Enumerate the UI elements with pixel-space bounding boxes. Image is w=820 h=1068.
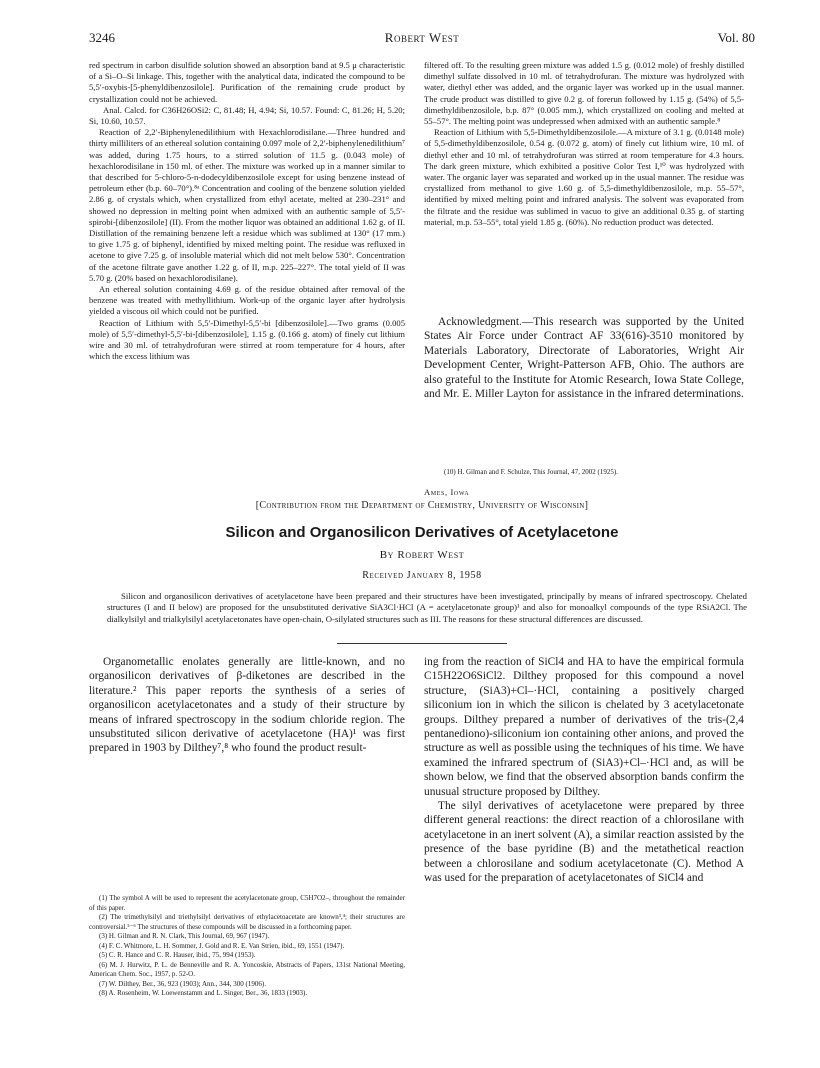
footnote: (1) The symbol A will be used to represent the acetylacetonate group, C5H7O2–, throughout the remainder of this paper.	[89, 894, 405, 912]
footnote: (2) The trimethylsilyl and triethylsilyl derivatives of ethylacetoacetate are known³,⁴; their structures are controversial.⁵⁻⁶ The structures of these compounds will be discussed in a forthcoming paper.	[89, 913, 405, 931]
received-date: Received January 8, 1958	[362, 570, 482, 581]
paragraph: red spectrum in carbon disulfide solution showed an absorption band at 9.5 μ characteristic of a Si–O–Si linkage. This, together with the analytical data, indicated the compound to be 5,5′-oxybis-[5-phenyldibenzosilole]. Purification of the remaining crude product by crystallization could not be achieved.	[89, 60, 405, 104]
intro-paragraph: Organometallic enolates generally are little-known, and no organosilicon derivatives of β-diketones are described in the literature.² This paper reports the synthesis of a series of organosilicon acetylacetonates and a study of their structure by means of infrared spectroscopy in the sodium chloride region. The unsubstituted silicon derivative of acetylacetone (HA)¹ was first prepared in 1903 by Dilthey⁷,⁸ who found the product result-	[89, 656, 405, 755]
body-left-column	[89, 655, 405, 756]
footnote: (4) F. C. Whitmore, L. H. Sommer, J. Gold and R. E. Van Strien, ibid., 69, 1551 (1947).	[99, 941, 345, 950]
analysis-line: Anal. Calcd. for C36H26OSi2: C, 81.48; H, 4.94; Si, 10.57. Found: C, 81.26; H, 5.20; Si, 10.60, 10.57.	[89, 104, 405, 127]
page-number: 3246	[89, 30, 115, 45]
contribution-line: [Contribution from the Department of Chemistry, University of Wisconsin]	[255, 500, 589, 511]
footnote: (5) C. R. Hance and C. R. Hauser, ibid., 75, 994 (1953).	[99, 951, 256, 959]
volume-label: Vol. 80	[717, 30, 755, 45]
article-title: Silicon and Organosilicon Derivatives of Acetylacetone	[225, 524, 619, 541]
body-right-column	[424, 655, 744, 886]
left-column-experimental	[89, 60, 405, 362]
paragraph: The silyl derivatives of acetylacetone were prepared by three different general reactions: the direct reaction of a chlorosilane with acetylacetone in an inert solvent (A), a similar reaction assisted by the presence of the base pyridine (B) and the metathetical reaction between a chlorosilane and sodium acetylacetonate (C). Method A was used for the preparation of acetylacetonates of SiCl4 and	[424, 800, 744, 885]
paragraph: ing from the reaction of SiCl4 and HA to have the empirical formula C15H22O6SiCl2. Dilthey proposed for this compound a novel structure, (SiA3)+Cl–·HCl, containing a positively charged siliconium ion in which the silicon is chelated by 3 acetylacetonate groups. Dilthey prepared a number of derivatives of the tris-(2,4 pentanediono)-siliconium ion containing other anions, and proved the structure as well as possible using the techniques of his time. We have examined the infrared spectrum of (SiA3)+Cl–·HCl and, as will be shown below, we find that the observed absorption bands confirm the unusual structure proposed by Dilthey.	[424, 656, 744, 798]
footnote-block	[434, 468, 744, 478]
section-rule	[337, 643, 507, 644]
abstract-text: Silicon and organosilicon derivatives of acetylacetone have been prepared and their structures have been investigated, principally by means of infrared spectroscopy. Chelated structures (I and II below) are proposed for the unsubstituted derivative SiA3Cl·HCl (A = acetylacetonate group)¹ and also for monoalkyl compounds of the type RSiA2Cl. The dialkylsilyl and trialkylsilyl acetylacetonates have open-chain, O-silylated structures such as III. The reasons for these structural differences are discussed.	[107, 591, 747, 624]
paragraph: filtered off. To the resulting green mixture was added 1.5 g. (0.012 mole) of freshly distilled dimethyl sulfate dissolved in 10 ml. of tetrahydrofuran. The mixture was hydrolyzed with water, diethyl ether was added, and the organic layer was worked up in the usual manner. The crude product was distilled to give 0.2 g. of forerun followed by 1.15 g. (54%) of 5,5-dimethyldibenzosilole, b.p. 87° (0.005 mm.), which crystallized on cooling and melted at 55–57°. The melting point was undepressed when admixed with an authentic sample.⁸	[424, 60, 744, 127]
paragraph: Reaction of Lithium with 5,5′-Dimethyl-5,5′-bi [dibenzosilole].—Two grams (0.005 mole) of 5,5′-dimethyl-5,5′-bi-[dibenzosilole], 1.15 g. (0.166 g. atom) of finely cut lithium wire and 30 ml. of tetrahydrofuran were stirred at room temperature for 4 hours, after which the excess lithium was	[89, 317, 405, 362]
footnote: (3) H. Gilman and R. N. Clark, This Journal, 69, 967 (1947).	[99, 932, 270, 940]
paragraph: Reaction of 2,2′-Biphenylenedilithium with Hexachlorodisilane.—Three hundred and thirty milliliters of an ethereal solution containing 0.097 mole of 2,2′-biphenylenedilithium⁷ was added, during 1.75 hours, to a stirred solution of 11.5 g. (0.043 mole) of hexachlorodisilane in 150 ml. of ether. The mixture was worked up in a manner similar to that described for 5-chloro-5-n-dodecyldibenzosilole except for using benzene instead of petroleum ether (b.p. 60–70°).⁸ᵃ Concentration and cooling of the benzene solution yielded 2.86 g. of crystals which, when crystallized from ethyl acetate, melted at 230–231° and showed no depression in melting point when admixed with an authentic sample of 5,5′-spirobi-[dibenzosilole] (II). From the mother liquor was obtained an additional 1.62 g. of II. Distillation of the remaining benzene left a residue which was sublimed at 130° (17 mm.) to give 1.75 g. of biphenyl, identified by mixed melting point. The residue was refluxed in acetone to give 7.25 g. of insoluble material which did not melt below 530°. Concentration of the acetone filtrate gave another 1.22 g. of II, m.p. 225–227°. The total yield of II was 5.70 g. (20% based on hexachlorodisilane).	[89, 127, 405, 283]
paragraph: Reaction of Lithium with 5,5-Dimethyldibenzosilole.—A mixture of 3.1 g. (0.0148 mole) of 5,5-dimethyldibenzosilole, 0.54 g. (0.072 g. atom) of finely cut lithium wire, 10 ml. of diethyl ether and 10 ml. of tetrahydrofuran was stirred at room temperature for 4.3 hours. The dark green mixture, which exhibited a positive Color Test I,¹⁰ was hydrolyzed with water. The organic layer was separated and worked up in the usual manner. The residue was crystallized from methanol to give 1.60 g. of 5,5-dimethyldibenzosilole, m.p. 55–57°, identified by mixed melting point and infrared analysis. The solvent was evaporated from the filtrate and the residue was sublimed in vacuo to give an additional 0.35 g. of starting material, m.p. 53–55°, total yield 1.85 g. (60%). No reduction product was detected.	[424, 127, 744, 227]
footnote: (6) M. J. Hurwitz, P. L. de Benneville and R. A. Yoncoskie, Abstracts of Papers, 131st National Meeting, American Chem. Soc., 1957, p. 52-O.	[89, 960, 405, 978]
acknowledgment: Acknowledgment.—This research was supported by the United States Air Force under Contract AF 33(616)-3510 monitored by Materials Laboratory, Directorate of Laboratories, Wright Air Development Center, Wright-Patterson AFB, Ohio. The authors are also grateful to the Institute for Atomic Research, Iowa State College, and Mr. E. Miller Layton for assistance in the infrared determinations.	[424, 316, 744, 401]
acknowledgment-block	[424, 315, 744, 401]
right-column-experimental	[424, 60, 744, 228]
footnote: (8) A. Rosenheim, W. Loewenstamm and L. Singer, Ber., 36, 1833 (1903).	[99, 989, 308, 997]
footnotes-left	[89, 894, 405, 999]
byline: By Robert West	[379, 549, 465, 561]
footnote: (10) H. Gilman and F. Schulze, This Journal, 47, 2002 (1925).	[444, 468, 618, 476]
footnote: (7) W. Dilthey, Ber., 36, 923 (1903); Ann., 344, 300 (1906).	[99, 979, 266, 988]
paragraph: An ethereal solution containing 4.69 g. of the residue obtained after removal of the benzene was treated with methyllithium. Work-up of the organic layer after hydrolysis yielded a viscous oil which could not be purified.	[89, 284, 405, 317]
location: Ames, Iowa	[424, 487, 470, 497]
running-title: Robert West	[384, 30, 460, 45]
running-header	[89, 30, 755, 46]
abstract	[107, 591, 747, 625]
